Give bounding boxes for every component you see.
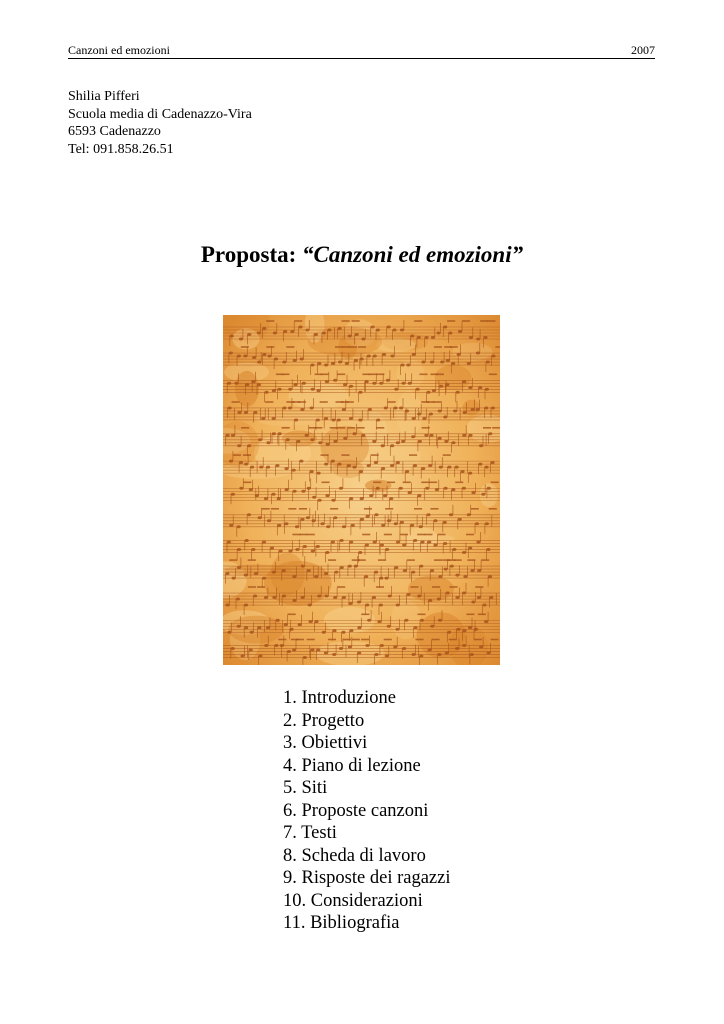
header-year: 2007 [631,43,655,57]
sheet-music-illustration [223,315,500,665]
document-title [0,242,724,268]
toc-item: 7. Testi [283,823,337,843]
toc-item: 5. Siti [283,778,328,798]
toc-item: 10. Considerazioni [283,890,423,911]
school-name: Scuola media di Cadenazzo-Vira [68,106,252,122]
author-name: Shilia Pifferi [68,89,140,104]
toc-item: 6. Proposte canzoni [283,800,429,821]
school-city: 6593 Cadenazzo [68,124,161,139]
toc-item: 9. Risposte dei ragazzi [283,868,451,888]
header-title: Canzoni ed emozioni [68,43,170,57]
toc-item: 2. Progetto [283,710,365,731]
sheet-music-image [223,315,500,665]
phone-number: Tel: 091.858.26.51 [68,141,174,157]
toc-item: 11. Bibliografia [283,913,400,933]
toc-item: 1. Introduzione [283,688,397,708]
author-address [68,88,252,158]
title-quoted: “Canzoni ed emozioni” [302,242,524,267]
toc-item: 8. Scheda di lavoro [283,845,426,866]
table-of-contents [283,687,450,935]
toc-item: 4. Piano di lezione [283,755,421,776]
page-header [68,44,655,59]
title-prefix: Proposta: [200,242,297,267]
toc-item: 3. Obiettivi [283,733,368,753]
